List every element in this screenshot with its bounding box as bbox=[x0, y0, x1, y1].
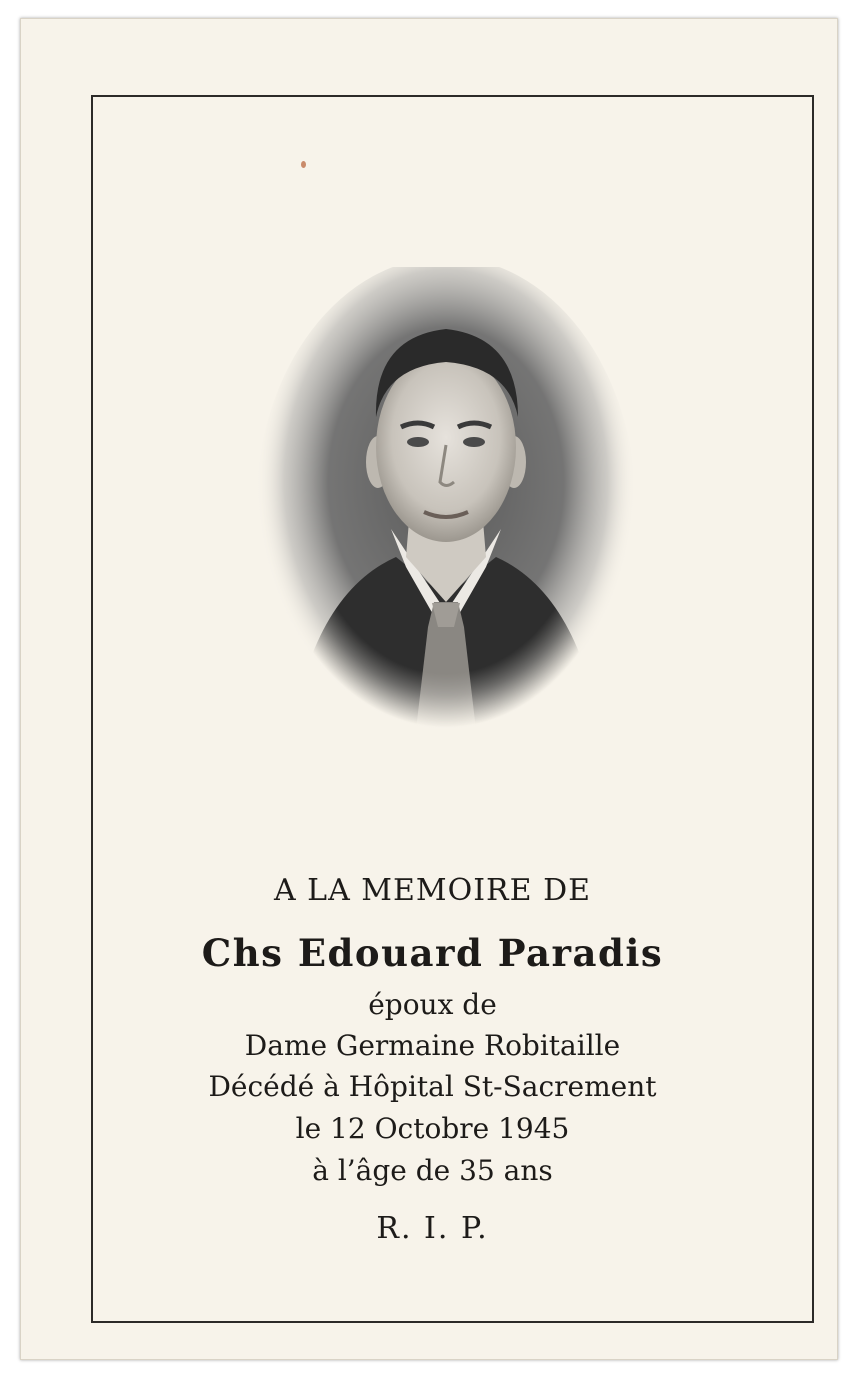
rip-closing: R. I. P. bbox=[376, 1211, 489, 1246]
date-of-death: le 12 Octobre 1945 bbox=[295, 1112, 570, 1145]
memorial-heading: A LA MEMOIRE DE bbox=[273, 873, 592, 908]
deceased-name: Chs Edouard Paradis bbox=[201, 931, 664, 975]
memorial-card bbox=[20, 18, 838, 1360]
place-of-death: Décédé à Hôpital St-Sacrement bbox=[208, 1070, 657, 1103]
paper-speck bbox=[301, 161, 306, 168]
age-at-death: à l’âge de 35 ans bbox=[312, 1154, 553, 1187]
spouse-label: époux de bbox=[368, 988, 497, 1021]
portrait-photo bbox=[246, 267, 646, 767]
spouse-name: Dame Germaine Robitaille bbox=[244, 1029, 621, 1062]
